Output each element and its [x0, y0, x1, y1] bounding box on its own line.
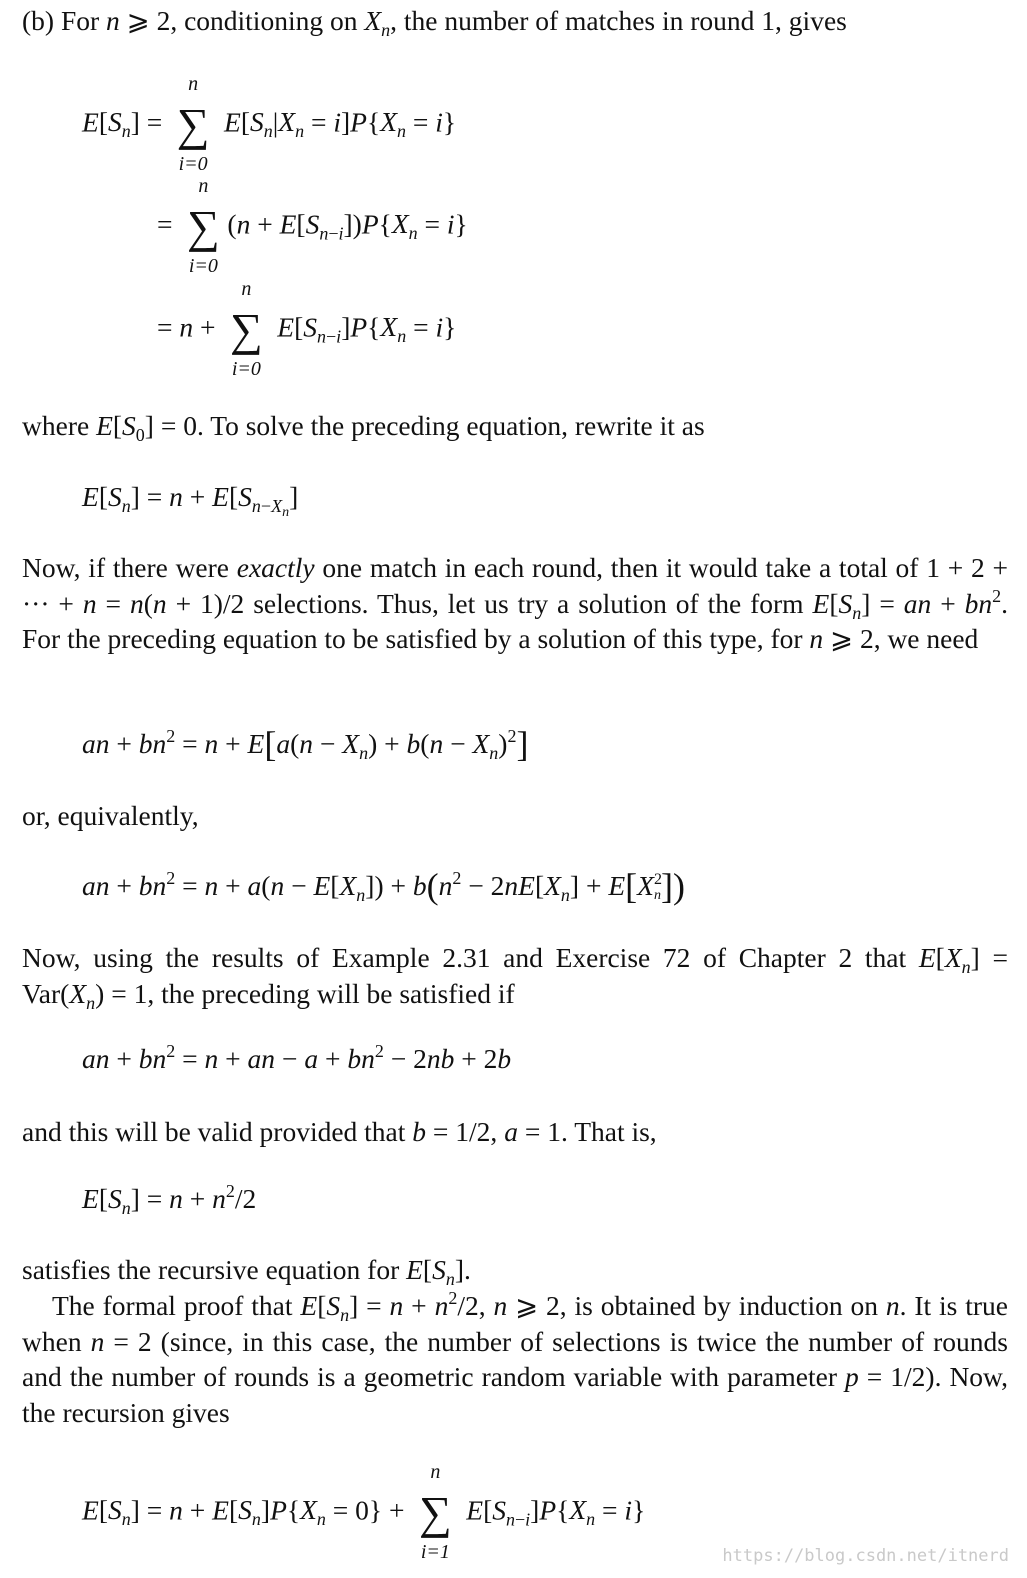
paragraph-formal-proof: The formal proof that $E[S_n] = n + n^2/2$, n ⩾ 2, is obtained by induction on n. It is true when n = 2 (since, in this case, the number of selections is twice the number of rounds and the number of rounds is a geometric random variable with parameter p = 1/2). Now, the recursion gives	[22, 1288, 1009, 1428]
paragraph-trial-solution: Now, if there were exactly one match in each round, then it would take a total of 1 + 2 + ··· + n = n(n + 1)/2 selections. Thus, let us try a solution of the form $E[S_n]$ = an + $bn^2$. For the preceding equation to be satisfied by a solution of this type, for n ⩾ 2, we need	[22, 552, 1009, 654]
equation-expectation-line2: = n ∑ i=0 $(n + E[S_{n-i}])P\{X_n = i\}$	[157, 175, 468, 277]
equation-satisfied: an + $bn^2 = n$ + an − $a + bn^2 - 2nb + 2b$	[82, 1041, 512, 1074]
equation-rewrite: $E[S_n] = n + E[S_{n-X_n}]$	[82, 481, 299, 520]
equation-solution: $E[S_n] = n + n^2/2$	[82, 1181, 257, 1218]
equation-need: an + $bn^2 = n + E[a(n - X_n) + b(n - X_n)^2]$	[82, 724, 529, 764]
equation-recursion: $E[S_n] = n + E[S_n]P\{X_n = 0\}$ + n ∑ i=1 $E[S_{n-i}]P\{X_n = i\}$	[82, 1461, 646, 1563]
equation-expectation-line3: = n + n ∑ i=0 $E[S_{n-i}]P\{X_n = i\}$	[157, 278, 457, 380]
watermark-text: https://blog.csdn.net/itnerd	[722, 1546, 1009, 1566]
paragraph-satisfies: satisfies the recursive equation for $E[S_n]$.	[22, 1254, 471, 1289]
paragraph-intro: (b) For n ⩾ 2, conditioning on $X_n$, the number of matches in round 1, gives	[22, 5, 847, 40]
paragraph-results: Now, using the results of Example 2.31 and Exercise 72 of Chapter 2 that $E[X_n] = Var(X_n) = 1$, the preceding will be satisfied if	[22, 942, 1009, 1013]
paragraph-base-case: where $E[S_0] = 0$. To solve the preceding equation, rewrite it as	[22, 410, 705, 445]
equation-expectation-line1: $E[S_n]$ = n ∑ i=0 $E[S_n|X_n = i]P\{X_n = i\}$	[82, 73, 457, 175]
equation-equivalent: an + $bn^2 = n + a(n - E[X_n]) + b(n^2 - 2nE[X_n] + E[X^2n])$	[82, 866, 685, 906]
paragraph-valid: and this will be valid provided that b = 1/2, a = 1. That is,	[22, 1116, 657, 1147]
paragraph-equivalently: or, equivalently,	[22, 800, 199, 831]
